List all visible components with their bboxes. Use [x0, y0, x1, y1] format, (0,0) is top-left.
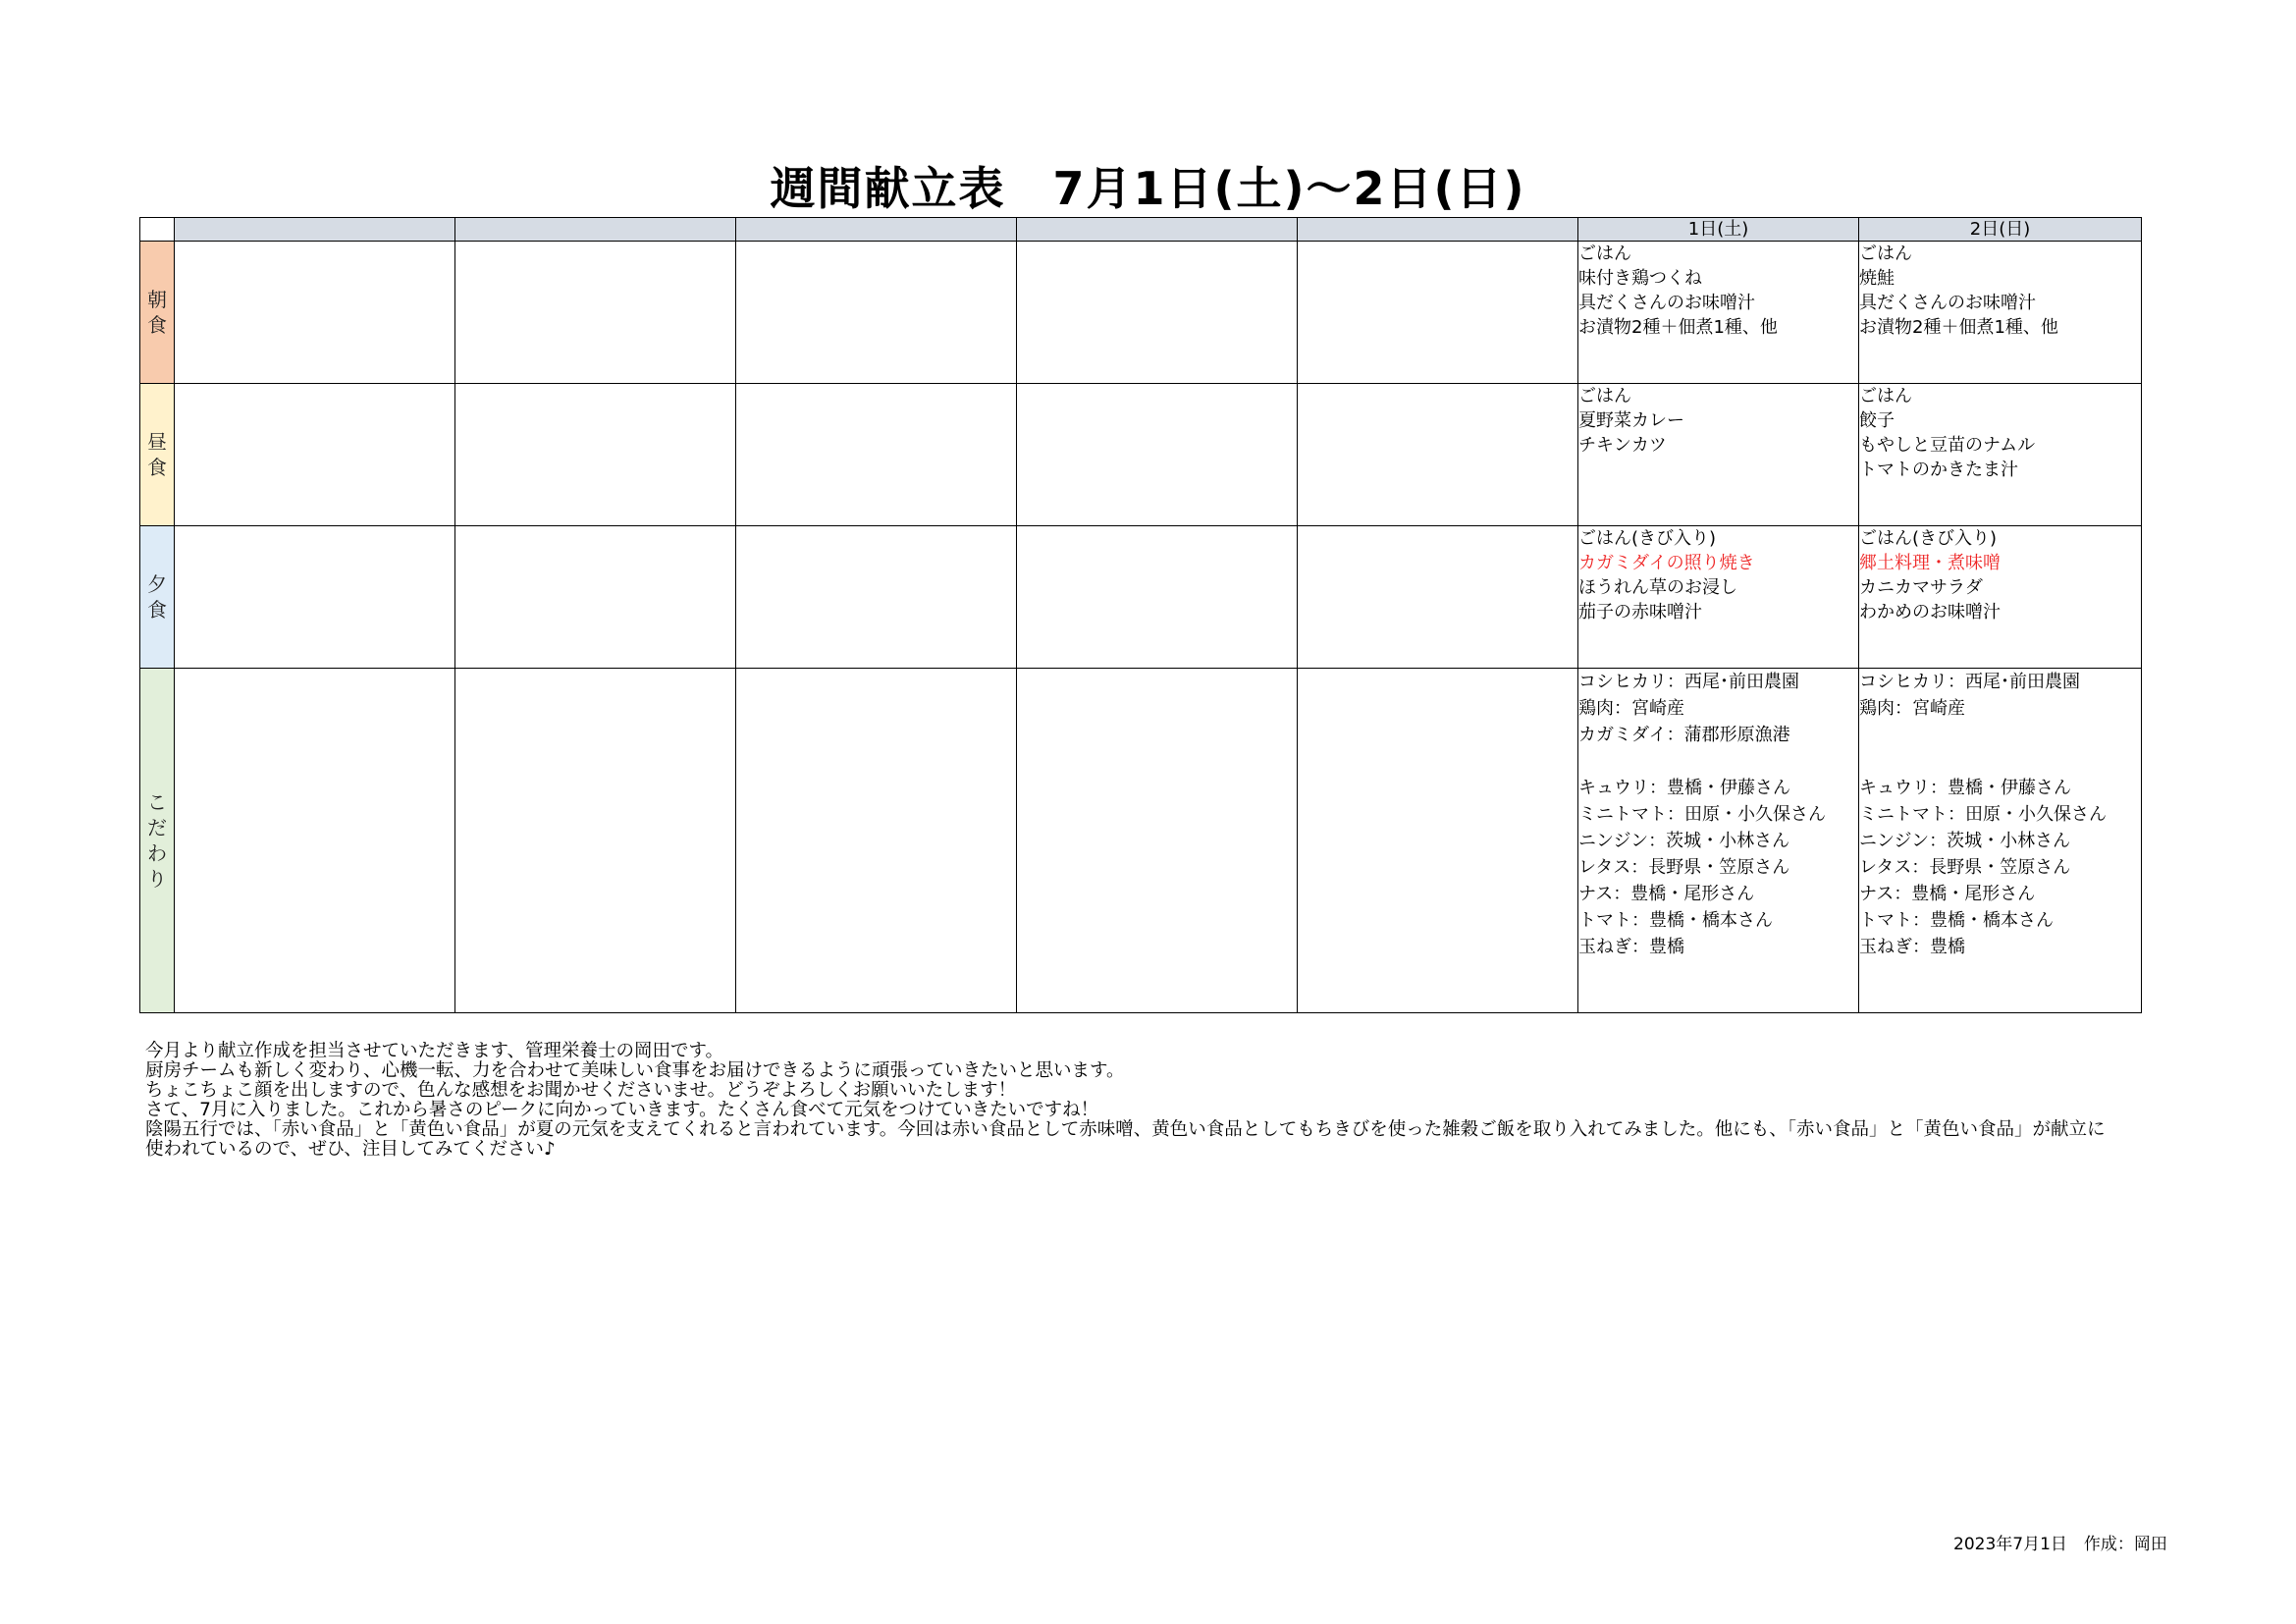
notes-day1-cell: [1578, 669, 1859, 1013]
sourcing-item: ニンジン：茨城・小林さん: [1859, 831, 2071, 851]
message-line: 今月より献立作成を担当させていただきます、管理栄養士の岡田です。: [145, 1041, 724, 1061]
sourcing-item: キュウリ：豊橋・伊藤さん: [1859, 778, 2071, 798]
sourcing-item: ミニトマト：田原・小久保さん: [1578, 804, 1826, 825]
sourcing-item: 鶏肉：宮崎産: [1859, 698, 1965, 719]
empty-cell: [175, 526, 455, 669]
sourcing-item: ミニトマト：田原・小久保さん: [1859, 804, 2107, 825]
breakfast-label-cell: [140, 242, 175, 384]
menu-item: ごはん(きび入り): [1859, 528, 1998, 549]
menu-item: お漬物2種＋佃煮1種、他: [1859, 317, 2058, 338]
sourcing-item: ナス：豊橋・尾形さん: [1859, 884, 2036, 904]
empty-cell: [455, 669, 736, 1013]
menu-item: 夏野菜カレー: [1578, 410, 1684, 431]
sourcing-item: 玉ねぎ：豊橋: [1859, 937, 1965, 957]
empty-cell: [1017, 669, 1298, 1013]
sourcing-item: トマト：豊橋・橋本さん: [1859, 910, 2054, 931]
menu-item: ごはん(きび入り): [1578, 528, 1717, 549]
empty-cell: [175, 669, 455, 1013]
sourcing-item: コシヒカリ：西尾･前田農園: [1859, 672, 2080, 692]
sourcing-item: コシヒカリ：西尾･前田農園: [1578, 672, 1799, 692]
menu-item: 具だくさんのお味噌汁: [1578, 293, 1755, 313]
dinner-row: [140, 526, 2142, 669]
sourcing-item: カガミダイ：蒲郡形原漁港: [1578, 725, 1790, 745]
column-header-day1: 1日(土): [1578, 218, 1859, 242]
footer-credit: 2023年7月1日 作成：岡田: [1953, 1535, 2167, 1554]
empty-cell: [736, 384, 1017, 526]
lunch-label: 昼食: [147, 430, 167, 479]
column-header-2: [455, 218, 736, 242]
empty-cell: [1017, 526, 1298, 669]
empty-cell: [455, 384, 736, 526]
menu-item: ごはん: [1578, 244, 1631, 264]
message-line: 陰陽五行では、「赤い食品」と「黄色い食品」が夏の元気を支えてくれると言われています。今回は赤い食品として赤味噌、黄色い食品としてもちきびを使った雑穀ご飯を取り入れてみました。他にも、「赤い食品」と「黄色い食品」が献立に使われているので、ぜひ、注目してみてください♪: [145, 1119, 2106, 1160]
column-header-1: [175, 218, 455, 242]
menu-item: 餃子: [1859, 410, 1895, 431]
lunch-day1-cell: [1578, 384, 1859, 526]
highlighted-menu-item: 郷土料理・煮味噌: [1859, 553, 2001, 573]
empty-cell: [175, 384, 455, 526]
menu-item: もやしと豆苗のナムル: [1859, 435, 2036, 456]
breakfast-day1-cell: [1578, 242, 1859, 384]
empty-cell: [175, 242, 455, 384]
menu-table: [139, 217, 2142, 1013]
sourcing-item: ナス：豊橋・尾形さん: [1578, 884, 1755, 904]
menu-item: お漬物2種＋佃煮1種、他: [1578, 317, 1778, 338]
menu-item: ごはん: [1859, 386, 1912, 406]
empty-cell: [455, 242, 736, 384]
breakfast-row: [140, 242, 2142, 384]
menu-item: ごはん: [1859, 244, 1912, 264]
lunch-label-cell: [140, 384, 175, 526]
column-header-4: [1017, 218, 1298, 242]
sourcing-item: [1859, 748, 2141, 775]
notes-day2-cell: [1859, 669, 2142, 1013]
dinner-day2-cell: [1859, 526, 2142, 669]
empty-cell: [1017, 384, 1298, 526]
dinner-label: 夕食: [147, 572, 167, 622]
column-header-3: [736, 218, 1017, 242]
message-block: [145, 1042, 2118, 1160]
empty-cell: [1298, 384, 1578, 526]
column-header-day2: 2日(日): [1859, 218, 2142, 242]
column-header-5: [1298, 218, 1578, 242]
sourcing-item: [1859, 722, 2141, 748]
sourcing-item: トマト：豊橋・橋本さん: [1578, 910, 1773, 931]
highlighted-menu-item: カガミダイの照り焼き: [1578, 553, 1755, 573]
message-line: ちょこちょこ顔を出しますので、色んな感想をお聞かせくださいませ。どうぞよろしくお願いいたします！: [145, 1080, 1017, 1101]
message-line: さて、7月に入りました。これから暑さのピークに向かっていきます。たくさん食べて元気をつけていきたいですね！: [145, 1100, 1099, 1120]
menu-item: 味付き鶏つくね: [1578, 268, 1702, 289]
menu-item: 具だくさんのお味噌汁: [1859, 293, 2036, 313]
empty-cell: [736, 242, 1017, 384]
sourcing-item: レタス：長野県・笠原さん: [1578, 857, 1790, 878]
menu-item: ごはん: [1578, 386, 1631, 406]
message-line: 厨房チームも新しく変わり、心機一転、力を合わせて美味しい食事をお届けできるように頑張っていきたいと思います。: [145, 1060, 1125, 1081]
corner-cell: [140, 218, 175, 242]
sourcing-item: 鶏肉：宮崎産: [1578, 698, 1684, 719]
menu-item: 焼鮭: [1859, 268, 1895, 289]
page-title: 週間献立表 7月1日(土)～2日(日): [770, 162, 1526, 215]
sourcing-item: ニンジン：茨城・小林さん: [1578, 831, 1790, 851]
empty-cell: [1298, 242, 1578, 384]
sourcing-item: レタス：長野県・笠原さん: [1859, 857, 2071, 878]
lunch-day2-cell: [1859, 384, 2142, 526]
sourcing-item: キュウリ：豊橋・伊藤さん: [1578, 778, 1790, 798]
sourcing-item: 玉ねぎ：豊橋: [1578, 937, 1684, 957]
notes-label-cell: [140, 669, 175, 1013]
lunch-row: [140, 384, 2142, 526]
empty-cell: [1298, 669, 1578, 1013]
breakfast-day2-cell: [1859, 242, 2142, 384]
menu-item: トマトのかきたま汁: [1859, 460, 2018, 480]
notes-label: こだわり: [147, 790, 167, 891]
empty-cell: [736, 669, 1017, 1013]
dinner-label-cell: [140, 526, 175, 669]
empty-cell: [1017, 242, 1298, 384]
menu-item: チキンカツ: [1578, 435, 1667, 456]
breakfast-label: 朝食: [147, 288, 167, 337]
menu-item: カニカマサラダ: [1859, 577, 1983, 598]
empty-cell: [1298, 526, 1578, 669]
menu-item: ほうれん草のお浸し: [1578, 577, 1737, 598]
dinner-day1-cell: [1578, 526, 1859, 669]
empty-cell: [736, 526, 1017, 669]
empty-cell: [455, 526, 736, 669]
sourcing-item: [1578, 748, 1858, 775]
notes-row: [140, 669, 2142, 1013]
menu-item: わかめのお味噌汁: [1859, 602, 2001, 623]
header-row: [140, 218, 2142, 242]
menu-item: 茄子の赤味噌汁: [1578, 602, 1702, 623]
